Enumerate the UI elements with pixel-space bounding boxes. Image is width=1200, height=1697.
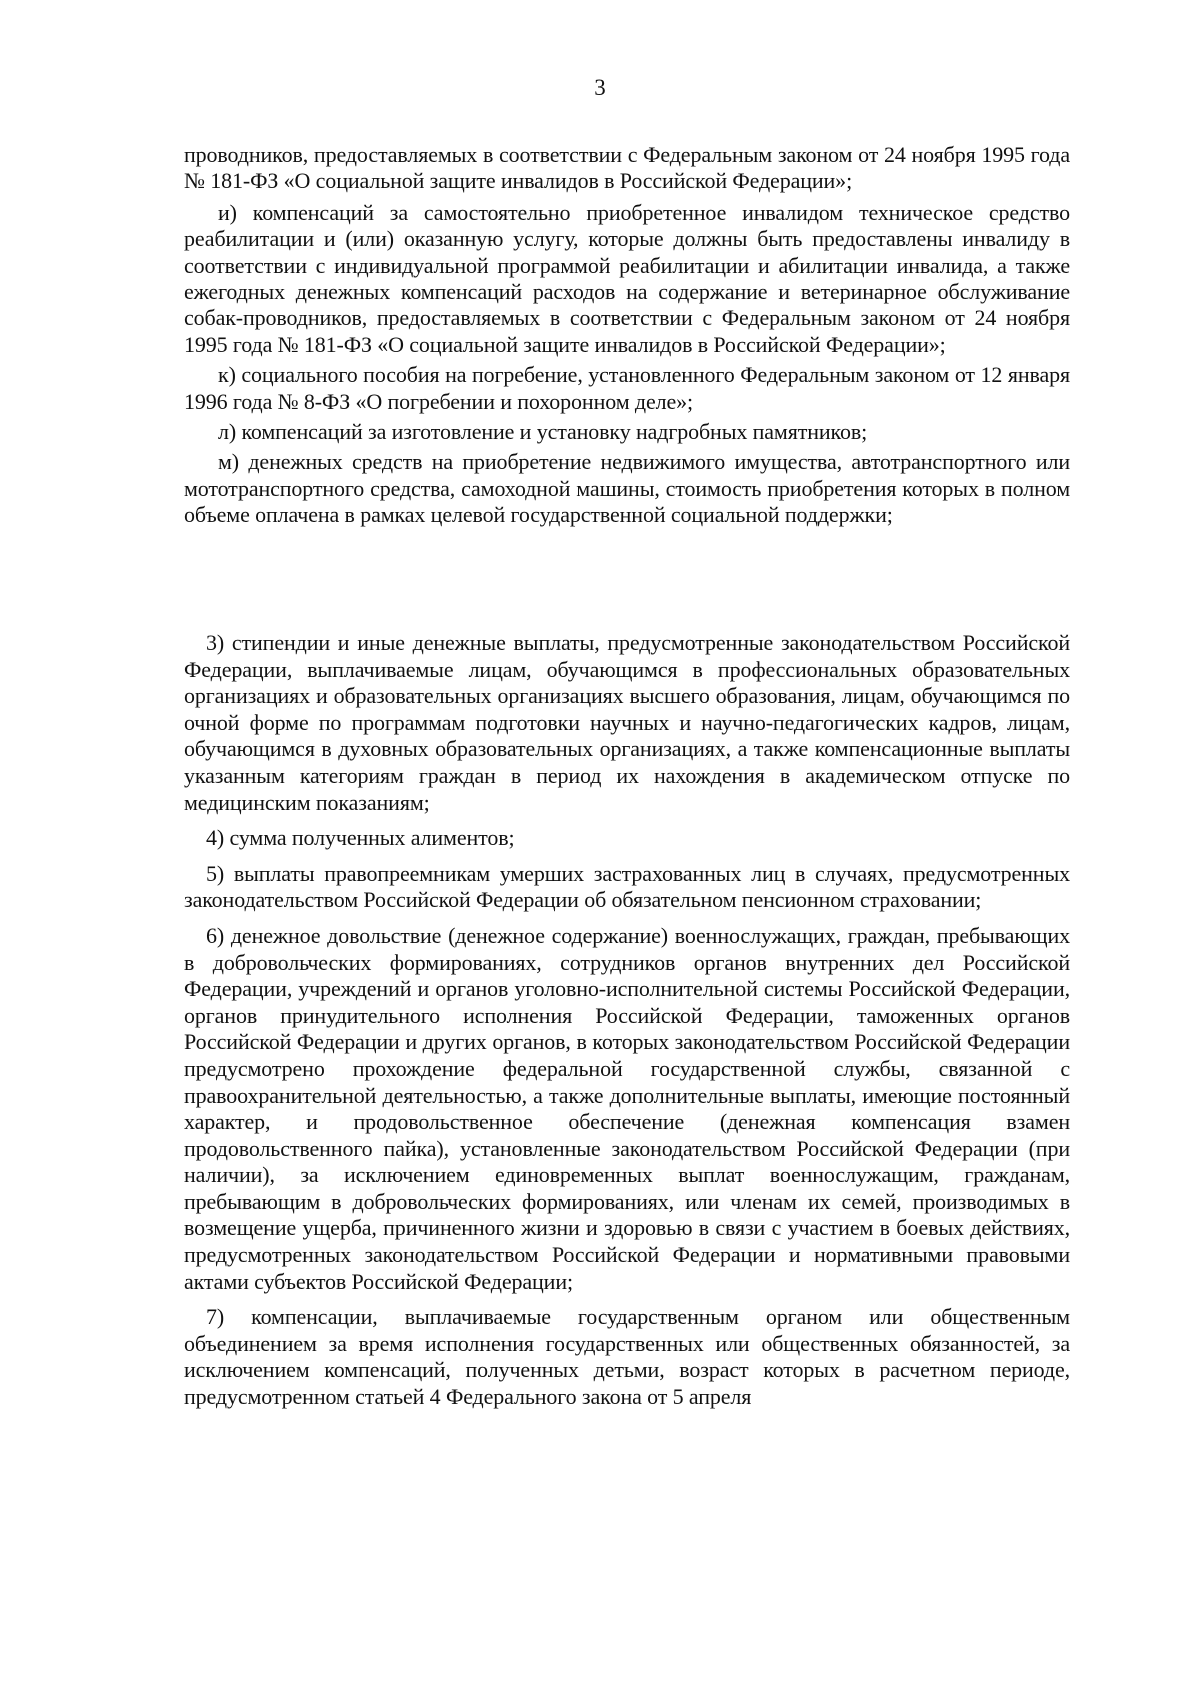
paragraph-item-4: 4) сумма полученных алиментов;	[206, 825, 515, 851]
paragraph-continuation: проводников, предоставляемых в соответствии с Федеральным законом от 24 ноября 1995 года № 181-ФЗ «О социальной защите инвалидов в Российской Федерации»;	[184, 142, 1070, 194]
top-sub-items	[184, 142, 1070, 533]
paragraph-item-l: л) компенсаций за изготовление и установку надгробных памятников;	[218, 419, 868, 445]
paragraph-item-3: 3) стипендии и иные денежные выплаты, предусмотренные законодательством Российской Федерации, выплачиваемые лицам, обучающимся в профессиональных образовательных организациях и образовательных организациях высшего образования, лицам, обучающимся по очной форме по программам подготовки научных и научно-педагогических кадров, лицам, обучающимся в духовных образовательных организациях, а также компенсационные выплаты указанным категориям граждан в период их нахождения в академическом отпуске по медицинским показаниям;	[184, 630, 1070, 815]
paragraph-item-i: и) компенсаций за самостоятельно приобретенное инвалидом техническое средство реабилитации и (или) оказанную услугу, которые должны быть предоставлены инвалиду в соответствии с индивидуальной программой реабилитации и абилитации инвалида, а также ежегодных денежных компенсаций расходов на содержание и ветеринарное обслуживание собак-проводников, предоставляемых в соответствии с Федеральным законом от 24 ноября 1995 года № 181-ФЗ «О социальной защите инвалидов в Российской Федерации»;	[184, 199, 1070, 357]
numbered-items	[184, 630, 1070, 1420]
paragraph-item-7: 7) компенсации, выплачиваемые государственным органом или общественным объединением за время исполнения государственных или общественных обязанностей, за исключением компенсаций, полученных детьми, возраст которых в расчетном периоде, предусмотренном статьей 4 Федерального закона от 5 апреля	[184, 1304, 1070, 1410]
paragraph-item-k: к) социального пособия на погребение, установленного Федеральным законом от 12 января 1996 года № 8-ФЗ «О погребении и похоронном деле»;	[184, 362, 1070, 414]
paragraph-item-5: 5) выплаты правопреемникам умерших застрахованных лиц в случаях, предусмотренных законодательством Российской Федерации об обязательном пенсионном страховании;	[184, 860, 1070, 913]
paragraph-item-6: 6) денежное довольствие (денежное содержание) военнослужащих, граждан, пребывающих в добровольческих формированиях, сотрудников органов внутренних дел Российской Федерации, учреждений и органов уголовно-исполнительной системы Российской Федерации, органов принудительного исполнения Российской Федерации, таможенных органов Российской Федерации и других органов, в которых законодательством Российской Федерации предусмотрено прохождение федеральной государственной службы, связанной с правоохранительной деятельностью, а также дополнительные выплаты, имеющие постоянный характер, и продовольственное обеспечение (денежная компенсация взамен продовольственного пайка), установленные законодательством Российской Федерации (при наличии), за исключением единовременных выплат военнослужащим, гражданам, пребывающим в добровольческих формированиях, или членам их семей, производимых в возмещение ущерба, причиненного жизни и здоровью в связи с участием в боевых действиях, предусмотренных законодательством Российской Федерации и нормативными правовыми актами субъектов Российской Федерации;	[184, 922, 1070, 1294]
paragraph-item-m: м) денежных средств на приобретение недвижимого имущества, автотранспортного или мототранспортного средства, самоходной машины, стоимость приобретения которых в полном объеме оплачена в рамках целевой государственной социальной поддержки;	[184, 449, 1070, 528]
page-number: 3	[594, 75, 606, 100]
